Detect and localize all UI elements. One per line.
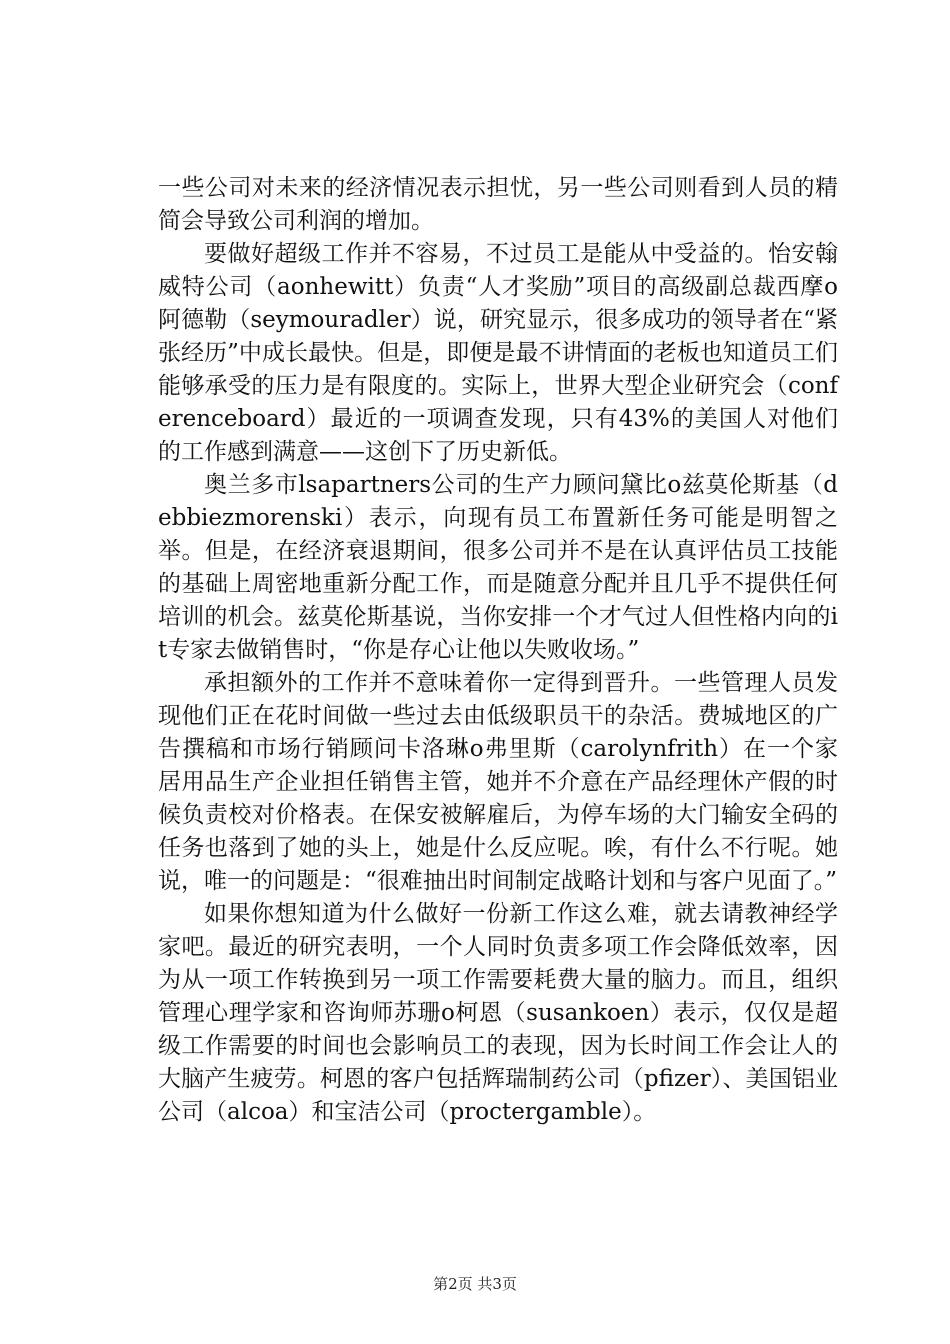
document-body [158, 172, 838, 1129]
paragraph-5: 如果你想知道为什么做好一份新工作这么难，就去请教神经学家吧。最近的研究表明，一个人同时负责多项工作会降低效率，因为从一项工作转换到另一项工作需要耗费大量的脑力。而且，组织管理心理学家和咨询师苏珊o柯恩（susankoen）表示，仅仅是超级工作需要的时间也会影响员工的表现，因为长时间工作会让人的大脑产生疲劳。柯恩的客户包括辉瑞制药公司（pfizer）、美国铝业公司（alcoa）和宝洁公司（proctergamble）。 [158, 901, 838, 1125]
paragraph-1: 一些公司对未来的经济情况表示担忧，另一些公司则看到人员的精简会导致公司利润的增加。 [158, 175, 838, 234]
paragraph-4: 承担额外的工作并不意味着你一定得到晋升。一些管理人员发现他们正在花时间做一些过去由低级职员干的杂活。费城地区的广告撰稿和市场行销顾问卡洛琳o弗里斯（carolynfrith）在一个家居用品生产企业担任销售主管，她并不介意在产品经理休产假的时候负责校对价格表。在保安被解雇后，为停车场的大门输安全码的任务也落到了她的头上，她是什么反应呢。唉，有什么不行呢。她说，唯一的问题是：“很难抽出时间制定战略计划和与客户见面了。” [158, 670, 838, 894]
paragraph-3: 奥兰多市lsapartners公司的生产力顾问黛比o兹莫伦斯基（debbiezmorenski）表示，向现有员工布置新任务可能是明智之举。但是，在经济衰退期间，很多公司并不是在认真评估员工技能的基础上周密地重新分配工作，而是随意分配并且几乎不提供任何培训的机会。兹莫伦斯基说，当你安排一个才气过人但性格内向的it专家去做销售时，“你是存心让他以失败收场。” [158, 472, 838, 663]
paragraph-2: 要做好超级工作并不容易，不过员工是能从中受益的。怡安翰威特公司（aonhewitt）负责“人才奖励”项目的高级副总裁西摩o阿德勒（seymouradler）说，研究显示，很多成功的领导者在“紧张经历”中成长最快。但是，即便是最不讲情面的老板也知道员工们能够承受的压力是有限度的。实际上，世界大型企业研究会（conferenceboard）最近的一项调查发现，只有43%的美国人对他们的工作感到满意——这创下了历史新低。 [158, 241, 838, 465]
page-number-footer: 第2页 共3页 [433, 1275, 517, 1293]
